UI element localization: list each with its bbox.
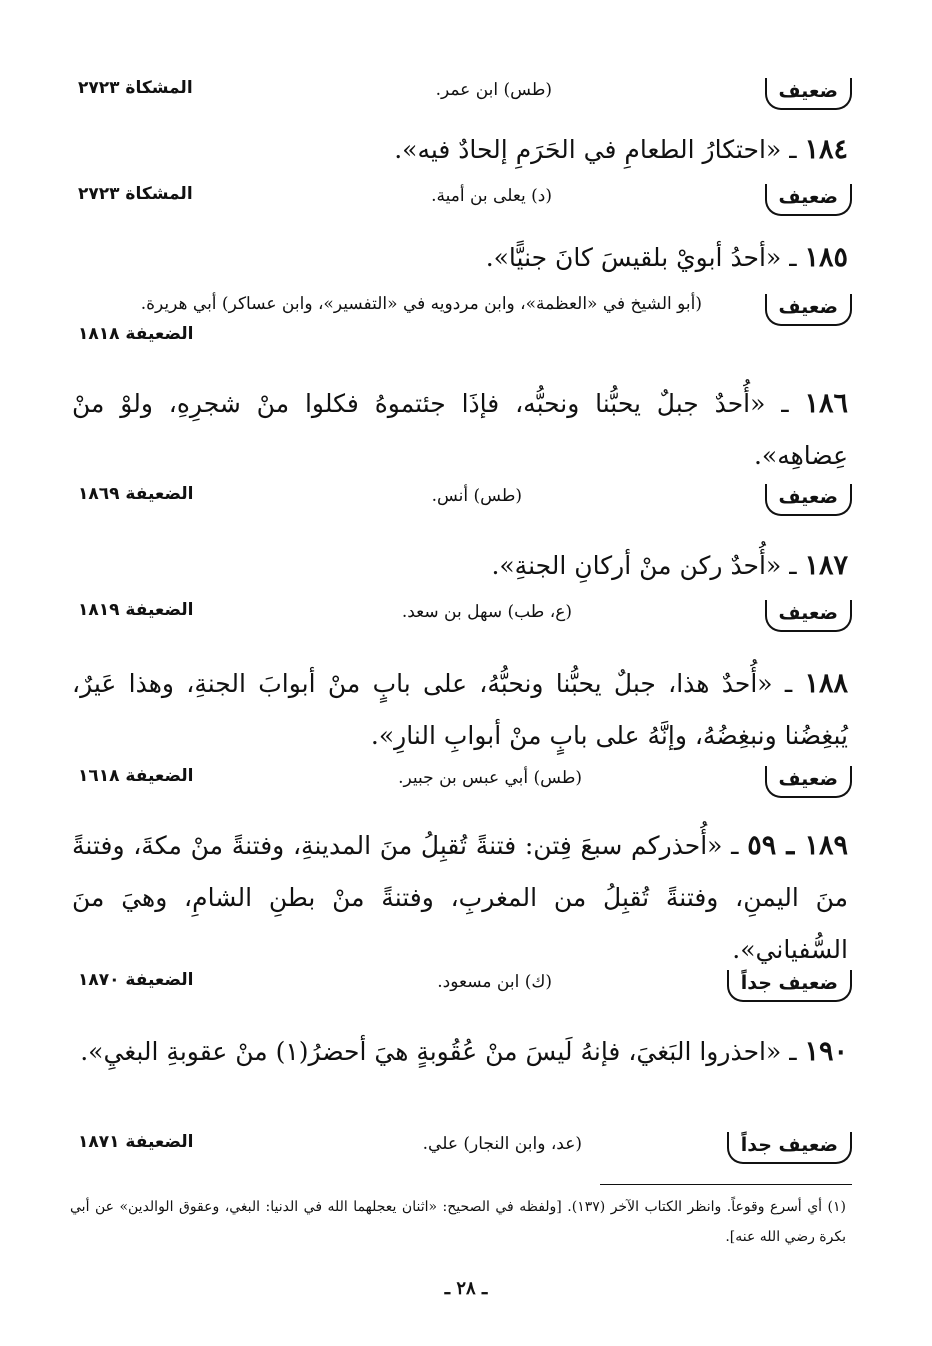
reference: الضعيفة ١٨١٩ xyxy=(78,600,194,620)
grade-row xyxy=(70,594,852,640)
source-attribution: (عد، وابن النجار) علي. xyxy=(422,1134,582,1154)
grade-row xyxy=(70,1126,852,1172)
source-attribution: (ك) ابن مسعود. xyxy=(437,972,552,992)
grade-label: ضعيف xyxy=(765,484,852,516)
hadith-body: «أُحدٌ هذا، جبلٌ يحبُّنا ونحبُّهُ، على بابٍ منْ أبوابَ الجنةِ، وهذا عَيرٌ، يُبغِضُنا ونبغِضُهُ، وإنَّهُ على بابٍ منْ أبوابِ النارِ». xyxy=(72,669,848,750)
hadith-body: «احتكارُ الطعامِ في الحَرَمِ إلحادٌ فيه». xyxy=(394,135,782,164)
grade-row xyxy=(70,288,852,360)
hadith-body: «احذروا البَغيَ، فإنهُ لَيسَ منْ عُقُوبةٍ هيَ أحضرُ(١) منْ عقوبةِ البغيِ». xyxy=(80,1037,782,1066)
source-attribution: (طس) أنس. xyxy=(431,486,522,506)
source-attribution: (طس) ابن عمر. xyxy=(435,80,552,100)
hadith-text: ١٩٠ ـ «احذروا البَغيَ، فإنهُ لَيسَ منْ عُقُوبةٍ هيَ أحضرُ(١) منْ عقوبةِ البغيِ». xyxy=(80,1036,848,1067)
grade-row xyxy=(70,760,852,806)
page-number: ـ ٢٨ ـ xyxy=(444,1278,488,1299)
hadith-text: ١٨٩ ـ ٥٩ ـ «أُحذركم سبعَ فِتن: فتنةً تُقبِلُ منَ المدينةِ، وفتنةً منْ مكةَ، وفتنةً منَ اليمنِ، وفتنةً تُقبِلُ من المغربِ، وفتنةً منْ بطنِ الشامِ، وهيَ منَ السُّفياني». xyxy=(72,830,848,964)
grade-label: ضعيف xyxy=(765,294,852,326)
hadith-text: ١٨٦ ـ «أُحدٌ جبلٌ يحبُّنا ونحبُّه، فإذَا جئتموهُ فكلوا منْ شجرِهِ، ولوْ منْ عِضاهِه». xyxy=(72,388,849,470)
hadith-text: ١٨٨ ـ «أُحدٌ هذا، جبلٌ يحبُّنا ونحبُّهُ، على بابٍ منْ أبوابَ الجنةِ، وهذا عَيرٌ، يُبغِضُنا ونبغِضُهُ، وإنَّهُ على بابٍ منْ أبوابِ النارِ». xyxy=(72,668,848,750)
hadith-text: ١٨٤ ـ «احتكارُ الطعامِ في الحَرَمِ إلحادٌ فيه». xyxy=(394,134,848,165)
grade-label: ضعيف xyxy=(765,78,852,110)
hadith-number: ١٨٧ xyxy=(804,550,848,581)
hadith-body: «أُحذركم سبعَ فِتن: فتنةً تُقبِلُ منَ المدينةِ، وفتنةً منْ مكةَ، وفتنةً منَ اليمنِ، وفتنةً تُقبِلُ من المغربِ، وفتنةً منْ بطنِ الشامِ، وهيَ منَ السُّفياني». xyxy=(72,831,848,964)
grade-row xyxy=(70,478,852,524)
reference: الضعيفة ١٦١٨ xyxy=(78,766,194,786)
hadith-number: ١٩٠ xyxy=(804,1036,848,1067)
hadith-number: ١٨٦ xyxy=(804,388,849,419)
reference: المشكاة ٢٧٢٣ xyxy=(78,184,193,204)
hadith-number: ١٨٨ xyxy=(804,668,848,699)
hadith-number: ١٨٩ ـ ٥٩ xyxy=(747,830,848,861)
hadith-number: ١٨٥ xyxy=(804,242,848,273)
reference: الضعيفة ١٨٦٩ xyxy=(78,484,194,504)
grade-row xyxy=(70,964,852,1010)
source-attribution: (طس) أبي عبس بن جبير. xyxy=(398,768,582,788)
footnote: (١) أي أسرع وقوعاً. وانظر الكتاب الآخر (١٣٧). [ولفظه في الصحيح: «اثنان يعجلهما الله في الدنيا: البغي، وعقوق الوالدين» عن أبي بكرة رضي الله عنه]. xyxy=(70,1199,846,1245)
grade-label: ضعيف جداً xyxy=(727,1132,852,1164)
grade-row xyxy=(70,72,852,118)
grade-label: ضعيف xyxy=(765,600,852,632)
hadith-number: ١٨٤ xyxy=(804,134,848,165)
grade-row xyxy=(70,178,852,224)
grade-label: ضعيف xyxy=(765,184,852,216)
reference: المشكاة ٢٧٢٣ xyxy=(78,78,193,98)
grade-label: ضعيف جداً xyxy=(727,970,852,1002)
source-attribution: (أبو الشيخ في «العظمة»، وابن مردويه في «التفسير»، وابن عساكر) أبي هريرة. xyxy=(140,294,702,314)
hadith-body: «أُحدٌ جبلٌ يحبُّنا ونحبُّه، فإذَا جئتموهُ فكلوا منْ شجرِهِ، ولوْ منْ عِضاهِه». xyxy=(72,389,848,470)
reference: الضعيفة ١٨٧٠ xyxy=(78,970,194,990)
hadith-text: ١٨٧ ـ «أُحدٌ ركن منْ أركانِ الجنةِ». xyxy=(491,550,848,581)
hadith-body: «أُحدٌ ركن منْ أركانِ الجنةِ». xyxy=(491,551,782,580)
footnote-divider xyxy=(600,1184,852,1185)
source-attribution: (د) يعلى بن أمية. xyxy=(431,186,552,206)
hadith-body: «أحدُ أبويْ بلقيسَ كانَ جنيًّا». xyxy=(485,243,782,272)
reference: الضعيفة ١٨٧١ xyxy=(78,1132,194,1152)
hadith-text: ١٨٥ ـ «أحدُ أبويْ بلقيسَ كانَ جنيًّا». xyxy=(485,242,848,273)
grade-label: ضعيف xyxy=(765,766,852,798)
source-attribution: (ع، طب) سهل بن سعد. xyxy=(401,602,572,622)
reference: الضعيفة ١٨١٨ xyxy=(78,324,194,344)
